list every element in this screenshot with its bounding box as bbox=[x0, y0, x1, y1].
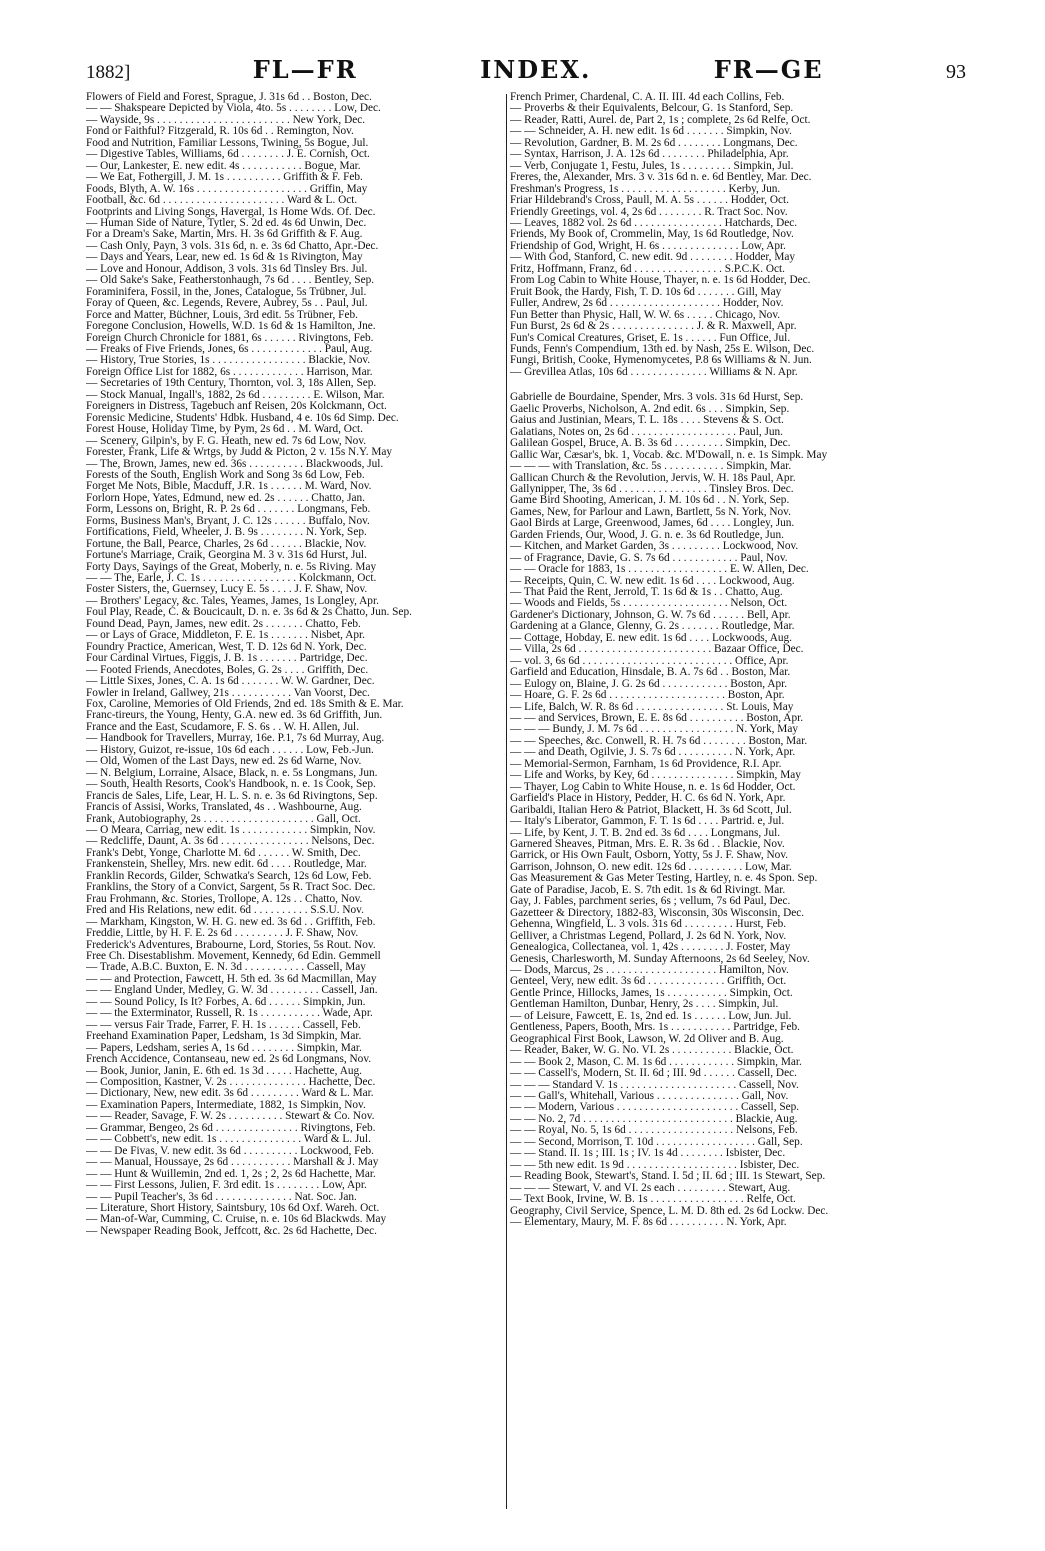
index-entry: — Life and Works, by Key, 6d . . . . . . . . . . . . . . . Simpkin, May bbox=[510, 769, 801, 782]
index-entry: Frau Frohmann, &c. Stories, Trollope, A. 12s . . Chatto, Nov. bbox=[86, 892, 363, 905]
index-entry: Force and Matter, Büchner, Louis, 3rd edit. 5s Trübner, Feb. bbox=[86, 308, 358, 321]
index-entry: French Primer, Chardenal, C. A. II. III. 4d each Collins, Feb. bbox=[510, 92, 785, 103]
index-entry: — — and Services, Brown, E. E. 8s 6d . . . . . . . . . . Boston, Apr. bbox=[510, 712, 804, 725]
index-entry: Foundry Practice, American, West, T. D. 12s 6d N. York, Dec. bbox=[86, 640, 367, 653]
index-entry: — Redcliffe, Daunt, A. 3s 6d . . . . . . . . . . . . . . . . Nelsons, Dec. bbox=[86, 835, 375, 848]
index-entry: — South, Health Resorts, Cook's Handbook, n. e. 1s Cook, Sep. bbox=[86, 778, 376, 791]
index-entry: — or Lays of Grace, Middleton, F. E. 1s . . . . . . . Nisbet, Apr. bbox=[86, 629, 365, 642]
index-entry: — — Book 2, Mason, C. M. 1s 6d . . . . . . . . . . . . Simpkin, Mar. bbox=[510, 1055, 802, 1068]
index-entry: — Trade, A.B.C. Buxton, E. N. 3d . . . . . . . . . . . Cassell, May bbox=[86, 961, 366, 974]
index-entry: — — — with Translation, &c. 5s . . . . . . . . . . . Simpkin, Mar. bbox=[510, 460, 792, 473]
index-entry: Freshman's Progress, 1s . . . . . . . . . . . . . . . . . . . Kerby, Jun. bbox=[510, 182, 781, 195]
right-column bbox=[510, 92, 946, 1228]
index-entry: — — Sound Policy, Is It? Forbes, A. 6d . . . . . . Simpkin, Jun. bbox=[86, 995, 366, 1008]
index-entry: — Days and Years, Lear, new ed. 1s 6d & 1s Rivington, May bbox=[86, 251, 363, 264]
index-entry: — Verb, Conjugate 1, Festu, Jules, 1s . . . . . . . . . Simpkin, Jul. bbox=[510, 159, 794, 172]
index-entry: Forget Me Nots, Bible, Macduff, J.R. 1s . . . . . . M. Ward, Nov. bbox=[86, 480, 372, 493]
index-entry: Fun Burst, 2s 6d & 2s . . . . . . . . . . . . . . . J. & R. Maxwell, Apr. bbox=[510, 320, 797, 333]
index-entry: — Examination Papers, Intermediate, 1882, 1s Simpkin, Nov. bbox=[86, 1098, 366, 1111]
index-entry: — Stock Manual, Ingall's, 1882, 2s 6d . . . . . . . . . E. Wilson, Mar. bbox=[86, 388, 385, 401]
index-entry: — Proverbs & their Equivalents, Belcour, G. 1s Stanford, Sep. bbox=[510, 102, 794, 115]
index-entry: — — — Stewart, V. and VI. 2s each . . . . . . . . . Stewart, Aug. bbox=[510, 1181, 791, 1194]
index-entry: Galatians, Notes on, 2s 6d . . . . . . . . . . . . . . . . . . . Paul, Jun. bbox=[510, 425, 783, 438]
index-entry: Friar Hildebrand's Cross, Paull, M. A. 5s . . . . . . Hodder, Oct. bbox=[510, 194, 789, 207]
index-entry: — Thayer, Log Cabin to White House, n. e. 1s 6d Hodder, Oct. bbox=[510, 780, 796, 793]
index-entry: — That Paid the Rent, Jerrold, T. 1s 6d & 1s . . Chatto, Aug. bbox=[510, 586, 783, 599]
index-entry: Francis de Sales, Life, Lear, H. L. S. n. e. 3s 6d Rivingtons, Sep. bbox=[86, 789, 378, 802]
index-entry: Gallic War, Cæsar's, bk. 1, Vocab. &c. M'Dowall, n. e. 1s Simpk. May bbox=[510, 448, 828, 461]
index-entry: — — No. 2, 7d . . . . . . . . . . . . . . . . . . . . . . . . . . . Blackie, Aug. bbox=[510, 1112, 798, 1125]
index-entry: — Kitchen, and Market Garden, 3s . . . . . . . . . Lockwood, Nov. bbox=[510, 540, 799, 553]
index-entry: Garrick, or His Own Fault, Osborn, Yotty, 5s J. F. Shaw, Nov. bbox=[510, 849, 789, 862]
index-entry: — Secretaries of 19th Century, Thornton, vol. 3, 18s Allen, Sep. bbox=[86, 377, 377, 390]
index-entry: Garibaldi, Italian Hero & Patriot, Blackett, H. 3s 6d Scott, Jul. bbox=[510, 803, 792, 816]
index-entry: Forms, Business Man's, Bryant, J. C. 12s . . . . . . Buffalo, Nov. bbox=[86, 514, 370, 527]
index-entry: — — and Protection, Fawcett, H. 5th ed. 3s 6d Macmillan, May bbox=[86, 972, 377, 985]
index-entry: — — Cobbett's, new edit. 1s . . . . . . . . . . . . . . . Ward & L. Jul. bbox=[86, 1133, 371, 1146]
index-entry: — — Reader, Savage, F. W. 2s . . . . . . . . . . Stewart & Co. Nov. bbox=[86, 1110, 375, 1123]
index-entry: — Revolution, Gardner, B. M. 2s 6d . . . . . . . . Longmans, Dec. bbox=[510, 136, 798, 149]
index-entry: Games, New, for Parlour and Lawn, Bartlett, 5s N. York, Nov. bbox=[510, 505, 791, 518]
index-entry: Friendship of God, Wright, H. 6s . . . . . . . . . . . . . . Low, Apr. bbox=[510, 239, 787, 252]
index-entry: — Eulogy on, Blaine, J. G. 2s 6d . . . . . . . . . . . . Boston, Apr. bbox=[510, 677, 788, 690]
index-entry: — The, Brown, James, new ed. 36s . . . . . . . . . . Blackwoods, Jul. bbox=[86, 457, 384, 470]
index-entry: — Cottage, Hobday, E. new edit. 1s 6d . . . . Lockwoods, Aug. bbox=[510, 631, 792, 644]
index-entry: — Italy's Liberator, Gammon, F. T. 1s 6d . . . . Partrid. e, Jul. bbox=[510, 815, 785, 828]
index-entry: Fortifications, Field, Wheeler, J. B. 9s . . . . . . . . N. York, Sep. bbox=[86, 526, 367, 539]
index-entry: — — Royal, No. 5, 1s 6d . . . . . . . . . . . . . . . . . . . Nelsons, Feb. bbox=[510, 1124, 798, 1137]
index-entry: — Man-of-War, Cumming, C. Cruise, n. e. 10s 6d Blackwds. May bbox=[86, 1213, 387, 1226]
index-entry: Flowers of Field and Forest, Sprague, J. 31s 6d . . Boston, Dec. bbox=[86, 92, 372, 103]
index-entry: — Syntax, Harrison, J. A. 12s 6d . . . . . . . . Philadelphia, Apr. bbox=[510, 148, 789, 161]
index-entry: Foster Sisters, the, Guernsey, Lucy E. 5s . . . . J. F. Shaw, Nov. bbox=[86, 583, 368, 596]
section-gap bbox=[510, 378, 946, 392]
index-entry: Garrison, Johnson, O. new edit. 12s 6d . . . . . . . . . . Low, Mar. bbox=[510, 860, 792, 873]
index-entry: — Memorial-Sermon, Farnham, 1s 6d Providence, R.I. Apr. bbox=[510, 757, 782, 770]
index-entry: Found Dead, Payn, James, new edit. 2s . . . . . . . Chatto, Feb. bbox=[86, 617, 361, 630]
index-entry: — Markham, Kingston, W. H. G. new ed. 3s 6d . . Griffith, Feb. bbox=[86, 915, 376, 928]
index-entry: Genesis, Charlesworth, M. Sunday Afternoons, 2s 6d Seeley, Nov. bbox=[510, 952, 810, 965]
index-entry: — — Stand. II. 1s ; III. 1s ; IV. 1s 4d . . . . . . . . Isbister, Dec. bbox=[510, 1147, 786, 1160]
index-entry: — of Leisure, Fawcett, E. 1s, 2nd ed. 1s . . . . . . Low, Jun. Jul. bbox=[510, 1009, 792, 1022]
index-entry: French Accidence, Contanseau, new ed. 2s 6d Longmans, Nov. bbox=[86, 1053, 372, 1066]
index-entry: Fred and His Relations, new edit. 6d . . . . . . . . . . S.S.U. Nov. bbox=[86, 904, 364, 917]
index-entry: France and the East, Scudamore, F. S. 6s . . W. H. Allen, Jul. bbox=[86, 720, 360, 733]
index-entry: — Wayside, 9s . . . . . . . . . . . . . . . . . . . . . . . . New York, Dec. bbox=[86, 113, 366, 126]
index-entry: Gazetteer & Directory, 1882-83, Wisconsin, 30s Wisconsin, Dec. bbox=[510, 906, 805, 919]
index-entry: — Old, Women of the Last Days, new ed. 2s 6d Warne, Nov. bbox=[86, 755, 362, 768]
index-entry: Fungi, British, Cooke, Hymenomycetes, P.8 6s Williams & N. Jun. bbox=[510, 354, 812, 367]
index-entry: Freddie, Little, by H. F. E. 2s 6d . . . . . . . . . J. F. Shaw, Nov. bbox=[86, 927, 359, 940]
index-entry: — Leaves, 1882 vol. 2s 6d . . . . . . . . . . . . . . . . Hatchards, Dec. bbox=[510, 216, 798, 229]
index-entry: — Handbook for Travellers, Murray, 16e. P.1, 7s 6d Murray, Aug. bbox=[86, 732, 385, 745]
index-entry: Food and Nutrition, Familiar Lessons, Twining, 5s Bogue, Jul. bbox=[86, 136, 369, 149]
index-entry: — Dictionary, New, new edit. 3s 6d . . . . . . . . . Ward & L. Mar. bbox=[86, 1087, 374, 1100]
index-entry: Gentleman Hamilton, Dunbar, Henry, 2s . . . . Simpkin, Jul. bbox=[510, 998, 779, 1011]
index-entry: — — versus Fair Trade, Farrer, F. H. 1s . . . . . . Cassell, Feb. bbox=[86, 1018, 361, 1031]
index-entry: — Book, Junior, Janin, E. 6th ed. 1s 3d . . . . . Hachette, Aug. bbox=[86, 1064, 362, 1077]
index-entry: Franc-tireurs, the Young, Henty, G.A. new ed. 3s 6d Griffith, Jun. bbox=[86, 709, 383, 722]
index-entry: Forest House, Holiday Time, by Pym, 2s 6d . . M. Ward, Oct. bbox=[86, 423, 363, 436]
index-entry: Forty Days, Sayings of the Great, Moberly, n. e. 5s Riving. May bbox=[86, 560, 377, 573]
index-entry: — — England Under, Medley, G. W. 3d . . . . . . . . . Cassell, Jan. bbox=[86, 984, 378, 997]
page-header bbox=[86, 48, 966, 84]
index-entry: Fuller, Andrew, 2s 6d . . . . . . . . . . . . . . . . . . . . Hodder, Nov. bbox=[510, 297, 784, 310]
index-entry: — Love and Honour, Addison, 3 vols. 31s 6d Tinsley Brs. Jul. bbox=[86, 262, 368, 275]
index-entry: Foraminifera, Fossil, in the, Jones, Catalogue, 5s Trübner, Jul. bbox=[86, 285, 367, 298]
index-entry: Fruit Book, the Hardy, Fish, T. D. 10s 6d . . . . . . . Gill, May bbox=[510, 285, 782, 298]
index-entry: — — Hunt & Wuillemin, 2nd ed. 1, 2s ; 2, 2s 6d Hachette, Mar. bbox=[86, 1167, 376, 1180]
index-entry: — O Meara, Carriag, new edit. 1s . . . . . . . . . . . . Simpkin, Nov. bbox=[86, 824, 376, 836]
index-entry: — Reader, Ratti, Aurel. de, Part 2, 1s ; complete, 2s 6d Relfe, Oct. bbox=[510, 113, 811, 126]
index-entry: — Grevillea Atlas, 10s 6d . . . . . . . . . . . . . . Williams & N. Apr. bbox=[510, 365, 798, 378]
index-entry: Frederick's Adventures, Brabourne, Lord, Stories, 5s Rout. Nov. bbox=[86, 938, 376, 951]
index-entry: Garnered Sheaves, Pitman, Mrs. E. R. 3s 6d . . Blackie, Nov. bbox=[510, 838, 785, 850]
header-year: 1882] bbox=[86, 62, 131, 83]
index-entry: Fun's Comical Creatures, Griset, E. 1s . . . . . . Fun Office, Jul. bbox=[510, 331, 791, 344]
index-entry: — Reading Book, Stewart's, Stand. I. 5d ; II. 6d ; III. 1s Stewart, Sep. bbox=[510, 1170, 826, 1183]
index-entry: — — Pupil Teacher's, 3s 6d . . . . . . . . . . . . . . Nat. Soc. Jan. bbox=[86, 1190, 357, 1203]
index-entry: Gallican Church & the Revolution, Jervis, W. H. 18s Paul, Apr. bbox=[510, 471, 796, 484]
left-column bbox=[86, 92, 516, 1237]
index-entry: — — The, Earle, J. C. 1s . . . . . . . . . . . . . . . . . Kolckmann, Oct. bbox=[86, 572, 377, 585]
index-entry: — — — Bundy, J. M. 7s 6d . . . . . . . . . . . . . . . . . N. York, May bbox=[510, 723, 798, 736]
index-entry: Franklin Records, Gilder, Schwatka's Search, 12s 6d Low, Feb. bbox=[86, 869, 372, 882]
index-entry: — vol. 3, 6s 6d . . . . . . . . . . . . . . . . . . . . . . . . . . . Office, Apr. bbox=[510, 654, 789, 667]
index-entry: — Cash Only, Payn, 3 vols. 31s 6d, n. e. 3s 6d Chatto, Apr.-Dec. bbox=[86, 239, 379, 252]
index-entry: — Composition, Kastner, V. 2s . . . . . . . . . . . . . . Hachette, Dec. bbox=[86, 1075, 376, 1088]
index-entry: — — Shakspeare Depicted by Viola, 4to. 5s . . . . . . . . Low, Dec. bbox=[86, 102, 381, 115]
index-entry: Geography, Civil Service, Spence, L. M. D. 8th ed. 2s 6d Lockw. Dec. bbox=[510, 1204, 829, 1217]
index-entry: Garden Friends, Our, Wood, J. G. n. e. 3s 6d Routledge, Jun. bbox=[510, 528, 784, 541]
index-entry: Foreign Office List for 1882, 6s . . . . . . . . . . . . . Harrison, Mar. bbox=[86, 365, 373, 378]
index-entry: — Villa, 2s 6d . . . . . . . . . . . . . . . . . . . . . . . . Bazaar Office, Dec. bbox=[510, 643, 804, 656]
index-entry: Frank's Debt, Yonge, Charlotte M. 6d . . . . . . W. Smith, Dec. bbox=[86, 846, 361, 859]
index-entry: — Old Sake's Sake, Featherstonhaugh, 7s 6d . . . . Bentley, Sep. bbox=[86, 274, 375, 287]
index-entry: Foregone Conclusion, Howells, W.D. 1s 6d & 1s Hamilton, Jne. bbox=[86, 320, 376, 333]
index-entry: — Digestive Tables, Williams, 6d . . . . . . . . J. E. Cornish, Oct. bbox=[86, 148, 370, 161]
index-entry: Four Cardinal Virtues, Figgis, J. B. 1s . . . . . . . Partridge, Dec. bbox=[86, 652, 368, 665]
index-entry: — Elementary, Maury, M. F. 8s 6d . . . . . . . . . . N. York, Apr. bbox=[510, 1215, 787, 1228]
index-entry: — — — Standard V. 1s . . . . . . . . . . . . . . . . . . . . . Cassell, Nov. bbox=[510, 1078, 799, 1091]
index-entry: Frankenstein, Shelley, Mrs. new edit. 6d . . . . Routledge, Mar. bbox=[86, 858, 367, 871]
index-entry: Fortune's Marriage, Craik, Georgina M. 3 v. 31s 6d Hurst, Jul. bbox=[86, 549, 367, 562]
index-entry: Foray of Queen, &c. Legends, Revere, Aubrey, 5s . . Paul, Jul. bbox=[86, 297, 368, 310]
index-entry: — — and Death, Ogilvie, J. S. 7s 6d . . . . . . . . . . N. York, Apr. bbox=[510, 746, 796, 759]
index-entry: — We Eat, Fothergill, J. M. 1s . . . . . . . . . . Griffith & F. Feb. bbox=[86, 171, 363, 184]
index-entry: Forester, Frank, Life & Wrtgs, by Judd & Picton, 2 v. 15s N.Y. May bbox=[86, 446, 393, 459]
index-entry: Foods, Blyth, A. W. 16s . . . . . . . . . . . . . . . . . . . . Griffin, May bbox=[86, 182, 368, 195]
index-entry: — With God, Stanford, C. new edit. 9d . . . . . . . . Hodder, May bbox=[510, 251, 796, 264]
index-entry: — — the Exterminator, Russell, R. 1s . . . . . . . . . . . Wade, Apr. bbox=[86, 1007, 373, 1020]
index-entry: — Human Side of Nature, Tytler, S. 2d ed. 4s 6d Unwin, Dec. bbox=[86, 216, 367, 229]
index-entry: Gaelic Proverbs, Nicholson, A. 2nd edit. 6s . . . Simpkin, Sep. bbox=[510, 402, 790, 415]
index-entry: Game Bird Shooting, American, J. M. 10s 6d . . N. York, Sep. bbox=[510, 494, 790, 507]
index-entry: Forests of the South, English Work and Song 3s 6d Low, Feb. bbox=[86, 468, 365, 481]
index-entry: — N. Belgium, Lorraine, Alsace, Black, n. e. 5s Longmans, Jun. bbox=[86, 766, 378, 779]
index-entry: — Life, by Kent, J. T. B. 2nd ed. 3s 6d . . . . Longmans, Jul. bbox=[510, 826, 781, 839]
index-entry: Gentle Prince, Hillocks, James, 1s . . . . . . . . . . . Simpkin, Oct. bbox=[510, 986, 793, 999]
header-left-key: FL—FR bbox=[252, 55, 358, 84]
index-entry: — Freaks of Five Friends, Jones, 6s . . . . . . . . . . . . . Paul, Aug. bbox=[86, 342, 373, 355]
index-entry: Galilean Gospel, Bruce, A. B. 3s 6d . . . . . . . . . Simpkin, Dec. bbox=[510, 437, 791, 450]
index-entry: Gardening at a Glance, Glenny, G. 2s . . . . . . . Routledge, Mar. bbox=[510, 620, 795, 633]
index-entry: Gas Measurement & Gas Meter Testing, Hartley, n. e. 4s Spon. Sep. bbox=[510, 872, 818, 885]
index-entry: Fond or Faithful? Fitzgerald, R. 10s 6d . . Remington, Nov. bbox=[86, 125, 354, 138]
index-entry: Fox, Caroline, Memories of Old Friends, 2nd ed. 18s Smith & E. Mar. bbox=[86, 698, 404, 711]
index-entry: Fun Better than Physic, Hall, W. W. 6s . . . . . Chicago, Nov. bbox=[510, 308, 781, 321]
index-entry: Fowler in Ireland, Gallwey, 21s . . . . . . . . . . . Van Voorst, Dec. bbox=[86, 686, 370, 699]
index-entry: Gallynipper, The, 3s 6d . . . . . . . . . . . . . . . . Tinsley Bros. Dec. bbox=[510, 482, 794, 495]
index-entry: — — First Lessons, Julien, F. 3rd edit. 1s . . . . . . . . Low, Apr. bbox=[86, 1179, 367, 1192]
index-entry: — Receipts, Quin, C. W. new edit. 1s 6d . . . . Lockwood, Aug. bbox=[510, 574, 795, 587]
index-entry: — Little Sixes, Jones, C. A. 1s 6d . . . . . . . W. W. Gardner, Dec. bbox=[86, 675, 375, 688]
index-entry: — — Manual, Houssaye, 2s 6d . . . . . . . . . . . Marshall & J. May bbox=[86, 1156, 379, 1169]
index-entry: — — Cassell's, Modern, St. II. 6d ; III. 9d . . . . . . Cassell, Dec. bbox=[510, 1067, 797, 1080]
index-entry: Gehenna, Wingfield, L. 3 vols. 31s 6d . . . . . . . . . Hurst, Feb. bbox=[510, 918, 787, 931]
index-entry: Freehand Examination Paper, Ledsham, 1s 3d Simpkin, Mar. bbox=[86, 1030, 362, 1043]
index-entry: Friends, My Book of, Crommelin, May, 1s 6d Routledge, Nov. bbox=[510, 228, 794, 241]
index-entry: Fritz, Hoffmann, Franz, 6d . . . . . . . . . . . . . . . . S.P.C.K. Oct. bbox=[510, 262, 785, 275]
index-entry: Gaol Birds at Large, Greenwood, James, 6d . . . . Longley, Jun. bbox=[510, 517, 795, 530]
index-entry: Gabrielle de Bourdaine, Spender, Mrs. 3 vols. 31s 6d Hurst, Sep. bbox=[510, 391, 804, 404]
index-entry: Gay, J. Fables, parchment series, 6s ; vellum, 7s 6d Paul, Dec. bbox=[510, 895, 791, 908]
index-entry: Gelliver, a Christmas Legend, Pollard, J. 2s 6d N. York, Nov. bbox=[510, 929, 787, 942]
index-entry: — Woods and Fields, 5s . . . . . . . . . . . . . . . . . . . Nelson, Oct. bbox=[510, 597, 788, 610]
index-entry: — History, True Stories, 1s . . . . . . . . . . . . . . . . . Blackie, Nov. bbox=[86, 354, 371, 367]
index-entry: Football, &c. 6d . . . . . . . . . . . . . . . . . . . . . . Ward & L. Oct. bbox=[86, 194, 358, 207]
index-entry: — — 5th new edit. 1s 9d . . . . . . . . . . . . . . . . . . . . Isbister, Dec. bbox=[510, 1158, 800, 1171]
index-entry: From Log Cabin to White House, Thayer, n. e. 1s 6d Hodder, Dec. bbox=[510, 274, 811, 287]
index-entry: — Newspaper Reading Book, Jeffcott, &c. 2s 6d Hachette, Dec. bbox=[86, 1224, 377, 1237]
index-entry: Friendly Greetings, vol. 4, 2s 6d . . . . . . . . R. Tract Soc. Nov. bbox=[510, 205, 788, 218]
index-entry: Genealogica, Collectanea, vol. 1, 42s . . . . . . . . J. Foster, May bbox=[510, 941, 791, 954]
index-entry: Geographical First Book, Lawson, W. 2d Oliver and B. Aug. bbox=[510, 1032, 784, 1045]
index-entry: — History, Guizot, re-issue, 10s 6d each . . . . . . Low, Feb.-Jun. bbox=[86, 743, 374, 756]
index-entry: Frank, Autobiography, 2s . . . . . . . . . . . . . . . . . . . . Gall, Oct. bbox=[86, 812, 361, 825]
index-entry: Genteel, Very, new edit. 3s 6d . . . . . . . . . . . . . . Griffith, Oct. bbox=[510, 975, 787, 988]
column-divider bbox=[506, 94, 507, 1509]
index-entry: Foreign Church Chronicle for 1881, 6s . . . . . . Rivingtons, Feb. bbox=[86, 331, 374, 344]
index-entry: — — Gall's, Whitehall, Various . . . . . . . . . . . . . . . Gall, Nov. bbox=[510, 1089, 789, 1102]
index-entry: — Literature, Short History, Saintsbury, 10s 6d Oxf. Wareh. Oct. bbox=[86, 1201, 380, 1214]
index-entry: Gate of Paradise, Jacob, E. S. 7th edit. 1s & 6d Rivingt. Mar. bbox=[510, 883, 786, 896]
index-entry: — Grammar, Bengeo, 2s 6d . . . . . . . . . . . . . . . Rivingtons, Feb. bbox=[86, 1121, 376, 1134]
index-entry: — — Schneider, A. H. new edit. 1s 6d . . . . . . . Simpkin, Nov. bbox=[510, 125, 792, 138]
index-entry: — Life, Balch, W. R. 8s 6d . . . . . . . . . . . . . . . . St. Louis, May bbox=[510, 700, 794, 713]
index-entry: — — Second, Morrison, T. 10d . . . . . . . . . . . . . . . . . . Gall, Sep. bbox=[510, 1135, 803, 1148]
index-entry: Gentleness, Papers, Booth, Mrs. 1s . . . . . . . . . . . Partridge, Feb. bbox=[510, 1021, 800, 1034]
header-right-key: FR—GE bbox=[713, 55, 824, 84]
index-entry: — Reader, Baker, W. G. No. VI. 2s . . . . . . . . . . . Blackie, Oct. bbox=[510, 1044, 794, 1057]
index-entry: Form, Lessons on, Bright, R. P. 2s 6d . . . . . . . Longmans, Feb. bbox=[86, 503, 371, 516]
index-entry: Free Ch. Disestablishm. Movement, Kennedy, 6d Edin. Gemmell bbox=[86, 949, 381, 962]
index-entry: — Brothers' Legacy, &c. Tales, Yeames, James, 1s Longley, Apr. bbox=[86, 594, 379, 607]
index-entry: Forensic Medicine, Students' Hdbk. Husband, 4 e. 10s 6d Simp. Dec. bbox=[86, 411, 399, 424]
index-entry: — — Speeches, &c. Conwell, R. H. 7s 6d . . . . . . . . Boston, Mar. bbox=[510, 734, 808, 747]
index-entry: — Scenery, Gilpin's, by F. G. Heath, new ed. 7s 6d Low, Nov. bbox=[86, 434, 367, 447]
index-entry: Forlorn Hope, Yates, Edmund, new ed. 2s . . . . . . Chatto, Jan. bbox=[86, 491, 365, 504]
index-entry: — Dods, Marcus, 2s . . . . . . . . . . . . . . . . . . . . Hamilton, Nov. bbox=[510, 963, 789, 976]
index-entry: Garfield's Place in History, Pedder, H. C. 6s 6d N. York, Apr. bbox=[510, 792, 786, 805]
index-entry: — Our, Lankester, E. new edit. 4s . . . . . . . . . . . Bogue, Mar. bbox=[86, 159, 361, 172]
index-entry: Foreigners in Distress, Tagebuch anf Reisen, 20s Kolckmann, Oct. bbox=[86, 400, 387, 413]
index-entry: — Text Book, Irvine, W. B. 1s . . . . . . . . . . . . . . . . . Relfe, Oct. bbox=[510, 1193, 796, 1206]
header-title: INDEX. bbox=[480, 55, 592, 84]
index-entry: — Footed Friends, Anecdotes, Boles, G. 2s . . . . Griffith, Dec. bbox=[86, 663, 369, 676]
index-entry: — — De Fivas, V. new edit. 3s 6d . . . . . . . . . . Lockwood, Feb. bbox=[86, 1144, 374, 1157]
index-entry: Footprints and Living Songs, Havergal, 1s Home Wds. Of. Dec. bbox=[86, 205, 376, 218]
index-entry: — Papers, Ledsham, series A, 1s 6d . . . . . . . . Simpkin, Mar. bbox=[86, 1041, 362, 1054]
index-entry: — of Fragrance, Davie, G. S. 7s 6d . . . . . . . . . . . . Paul, Nov. bbox=[510, 551, 788, 564]
index-entry: Garfield and Education, Hinsdale, B. A. 7s 6d . . Boston, Mar. bbox=[510, 666, 791, 679]
index-entry: For a Dream's Sake, Martin, Mrs. H. 3s 6d Griffith & F. Aug. bbox=[86, 228, 363, 241]
index-entry: Funds, Fenn's Compendium, 13th ed. by Nash, 25s E. Wilson, Dec. bbox=[510, 342, 815, 355]
index-entry: — — Oracle for 1883, 1s . . . . . . . . . . . . . . . . . . E. W. Allen, Dec. bbox=[510, 563, 809, 576]
index-entry: Gardener's Dictionary, Johnson, G. W. 7s 6d . . . . . . Bell, Apr. bbox=[510, 608, 791, 621]
header-page-number: 93 bbox=[945, 61, 966, 83]
index-entry: — — Modern, Various . . . . . . . . . . . . . . . . . . . . . . Cassell, Sep. bbox=[510, 1101, 800, 1114]
index-entry: Franklins, the Story of a Convict, Sargent, 5s R. Tract Soc. Dec. bbox=[86, 881, 376, 894]
index-entry: Freres, the, Alexander, Mrs. 3 v. 31s 6d n. e. 6d Bentley, Mar. Dec. bbox=[510, 171, 812, 184]
index-entry: Gaius and Justinian, Mears, T. L. 18s . . . . Stevens & S. Oct. bbox=[510, 414, 784, 427]
index-entry: — Hoare, G. F. 2s 6d . . . . . . . . . . . . . . . . . . . . . Boston, Apr. bbox=[510, 689, 785, 702]
index-entry: Francis of Assisi, Works, Translated, 4s . . Washbourne, Aug. bbox=[86, 801, 362, 814]
index-entry: Foul Play, Reade, C. & Boucicault, D. n. e. 3s 6d & 2s Chatto, Jun. Sep. bbox=[86, 606, 412, 619]
index-entry: Fortune, the Ball, Pearce, Charles, 2s 6d . . . . . . Blackie, Nov. bbox=[86, 537, 367, 550]
